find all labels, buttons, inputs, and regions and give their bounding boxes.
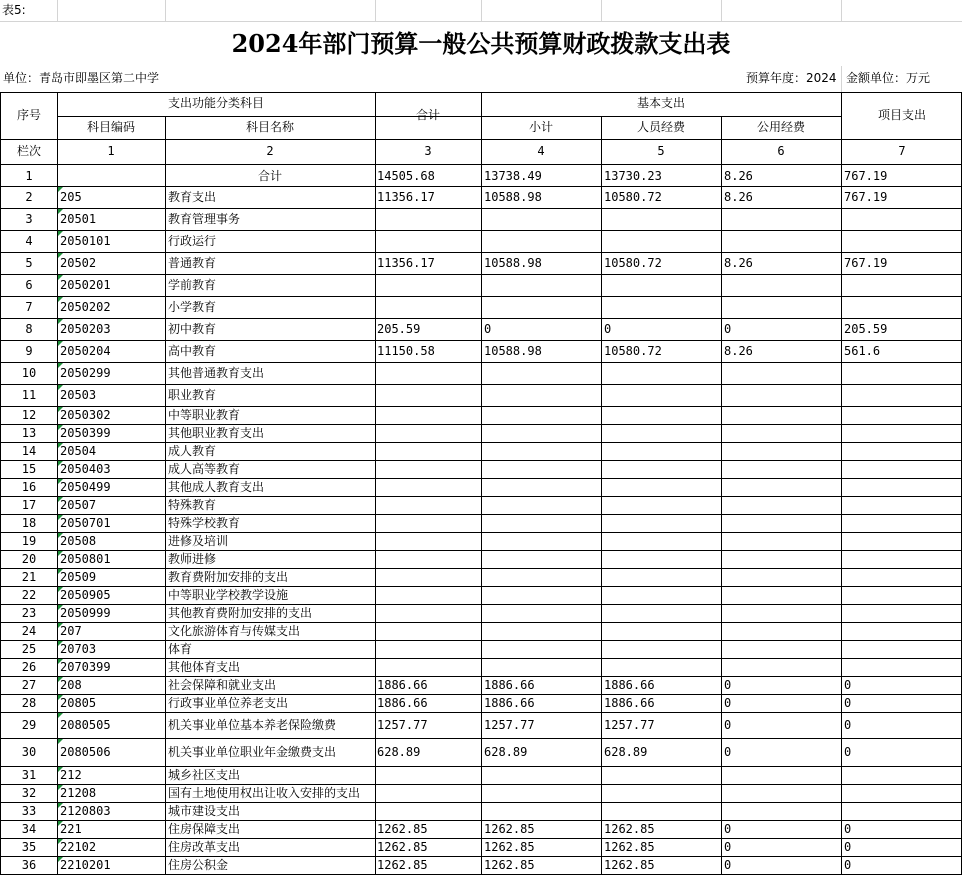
row-name[interactable]: 其他教育费附加安排的支出 (168, 606, 313, 620)
row-total[interactable]: 14505.68 (377, 169, 435, 183)
row-seq[interactable]: 2 (25, 190, 33, 204)
row-subtotal[interactable]: 10588.98 (484, 190, 542, 204)
row-code[interactable]: 2050204 (60, 344, 111, 358)
table-border (165, 116, 166, 874)
row-name[interactable]: 机关事业单位职业年金缴费支出 (168, 745, 337, 759)
row-personnel[interactable]: 1886.66 (604, 678, 655, 692)
page-title: 2024年部门预算一般公共预算财政拨款支出表 (231, 29, 731, 58)
row-code[interactable]: 2080506 (60, 745, 111, 759)
row-name[interactable]: 住房改革支出 (168, 840, 241, 854)
col-index-label[interactable]: 栏次 (16, 144, 42, 158)
row-personnel[interactable]: 13730.23 (604, 169, 662, 183)
row-name[interactable]: 国有土地使用权出让收入安排的支出 (168, 786, 361, 800)
row-name[interactable]: 文化旅游体育与传媒支出 (168, 624, 301, 638)
header-project[interactable]: 项目支出 (877, 108, 927, 122)
row-personnel[interactable]: 628.89 (604, 745, 648, 759)
table-label[interactable]: 表5: (2, 3, 26, 17)
row-personnel[interactable]: 0 (604, 322, 612, 336)
row-name[interactable]: 其他普通教育支出 (168, 366, 265, 380)
row-seq[interactable]: 28 (21, 696, 37, 710)
row-seq[interactable]: 21 (21, 570, 37, 584)
row-seq[interactable]: 20 (21, 552, 37, 566)
row-code[interactable]: 20507 (60, 498, 97, 512)
gridline (165, 0, 166, 21)
row-seq[interactable]: 16 (21, 480, 37, 494)
row-name[interactable]: 中等职业学校教学设施 (168, 588, 289, 602)
row-name[interactable]: 城市建设支出 (168, 804, 241, 818)
row-seq[interactable]: 14 (21, 444, 37, 458)
row-seq[interactable]: 34 (21, 822, 37, 836)
row-name[interactable]: 小学教育 (168, 300, 217, 314)
table-border (841, 92, 842, 874)
header-subtotal[interactable]: 小计 (528, 120, 554, 134)
row-seq[interactable]: 24 (21, 624, 37, 638)
row-name[interactable]: 教师进修 (168, 552, 217, 566)
row-name[interactable]: 合计 (257, 169, 283, 183)
row-seq[interactable]: 11 (21, 388, 37, 402)
table-border (375, 92, 376, 874)
row-name[interactable]: 教育支出 (168, 190, 217, 204)
header-basic[interactable]: 基本支出 (636, 96, 686, 110)
row-project[interactable]: 767.19 (844, 169, 888, 183)
row-seq[interactable]: 10 (21, 366, 37, 380)
row-public[interactable]: 8.26 (724, 344, 753, 358)
row-subtotal[interactable]: 1886.66 (484, 678, 535, 692)
unit-label[interactable]: 单位：青岛市即墨区第二中学 (3, 71, 160, 85)
col-number[interactable]: 5 (657, 144, 665, 158)
row-name[interactable]: 社会保障和就业支出 (168, 678, 277, 692)
row-project[interactable]: 767.19 (844, 256, 888, 270)
row-project[interactable]: 0 (844, 678, 852, 692)
row-total[interactable]: 1262.85 (377, 822, 428, 836)
row-name[interactable]: 特殊学校教育 (168, 516, 241, 530)
row-name[interactable]: 住房保障支出 (168, 822, 241, 836)
row-seq[interactable]: 3 (25, 212, 33, 226)
gridline (841, 0, 842, 21)
row-seq[interactable]: 22 (21, 588, 37, 602)
row-name[interactable]: 普通教育 (168, 256, 217, 270)
col-number[interactable]: 7 (898, 144, 906, 158)
row-code[interactable]: 2120803 (60, 804, 111, 818)
col-number[interactable]: 2 (266, 144, 274, 158)
row-code[interactable]: 205 (60, 190, 82, 204)
row-name[interactable]: 其他体育支出 (168, 660, 241, 674)
gridline (57, 0, 58, 21)
row-personnel[interactable]: 1257.77 (604, 718, 655, 732)
row-subtotal[interactable]: 10588.98 (484, 256, 542, 270)
row-total[interactable]: 11356.17 (377, 256, 435, 270)
row-code[interactable]: 208 (60, 678, 82, 692)
header-personnel[interactable]: 人员经费 (636, 120, 686, 134)
row-subtotal[interactable]: 628.89 (484, 745, 528, 759)
row-code[interactable]: 2050203 (60, 322, 111, 336)
row-code[interactable]: 20703 (60, 642, 97, 656)
row-seq[interactable]: 1 (25, 169, 33, 183)
row-subtotal[interactable]: 10588.98 (484, 344, 542, 358)
row-code[interactable]: 212 (60, 768, 82, 782)
row-project[interactable]: 0 (844, 718, 852, 732)
row-seq[interactable]: 12 (21, 408, 37, 422)
row-name[interactable]: 高中教育 (168, 344, 217, 358)
row-name[interactable]: 其他职业教育支出 (168, 426, 265, 440)
row-name[interactable]: 机关事业单位基本养老保险缴费 (168, 718, 337, 732)
row-seq[interactable]: 15 (21, 462, 37, 476)
row-project[interactable]: 0 (844, 822, 852, 836)
row-code[interactable]: 20509 (60, 570, 97, 584)
table-border (0, 92, 1, 874)
col-number[interactable]: 1 (107, 144, 115, 158)
row-seq[interactable]: 23 (21, 606, 37, 620)
row-total[interactable]: 1262.85 (377, 840, 428, 854)
row-total[interactable]: 1262.85 (377, 858, 428, 872)
row-public[interactable]: 0 (724, 696, 732, 710)
row-seq[interactable]: 17 (21, 498, 37, 512)
row-personnel[interactable]: 1262.85 (604, 858, 655, 872)
row-personnel[interactable]: 1262.85 (604, 840, 655, 854)
table-border (601, 116, 602, 874)
row-public[interactable]: 8.26 (724, 256, 753, 270)
row-seq[interactable]: 26 (21, 660, 37, 674)
row-personnel[interactable]: 1886.66 (604, 696, 655, 710)
row-personnel[interactable]: 10580.72 (604, 256, 662, 270)
row-total[interactable]: 11150.58 (377, 344, 435, 358)
row-name[interactable]: 行政事业单位养老支出 (168, 696, 289, 710)
row-project[interactable]: 205.59 (844, 322, 888, 336)
header-total[interactable]: 合计 (415, 108, 441, 122)
row-code[interactable]: 207 (60, 624, 82, 638)
table-border (721, 116, 722, 874)
row-total[interactable]: 1257.77 (377, 718, 428, 732)
table-border (481, 92, 482, 874)
row-total[interactable]: 1886.66 (377, 696, 428, 710)
row-public[interactable]: 0 (724, 678, 732, 692)
row-name[interactable]: 其他成人教育支出 (168, 480, 265, 494)
row-seq[interactable]: 13 (21, 426, 37, 440)
row-name[interactable]: 住房公积金 (168, 858, 229, 872)
row-code[interactable]: 2050905 (60, 588, 111, 602)
header-seq[interactable]: 序号 (16, 108, 42, 122)
row-name[interactable]: 城乡社区支出 (168, 768, 241, 782)
row-code[interactable]: 22102 (60, 840, 97, 854)
row-code[interactable]: 2050999 (60, 606, 111, 620)
row-seq[interactable]: 19 (21, 534, 37, 548)
row-subtotal[interactable]: 1262.85 (484, 840, 535, 854)
row-seq[interactable]: 6 (25, 278, 33, 292)
row-seq[interactable]: 4 (25, 234, 33, 248)
row-code[interactable]: 2050101 (60, 234, 111, 248)
row-name[interactable]: 成人高等教育 (168, 462, 241, 476)
col-number[interactable]: 6 (777, 144, 785, 158)
row-subtotal[interactable]: 1886.66 (484, 696, 535, 710)
row-code[interactable]: 20503 (60, 388, 97, 402)
row-personnel[interactable]: 10580.72 (604, 344, 662, 358)
row-subtotal[interactable]: 0 (484, 322, 492, 336)
row-seq[interactable]: 9 (25, 344, 33, 358)
row-total[interactable]: 1886.66 (377, 678, 428, 692)
row-code[interactable]: 21208 (60, 786, 97, 800)
row-public[interactable]: 0 (724, 718, 732, 732)
row-seq[interactable]: 29 (21, 718, 37, 732)
row-name[interactable]: 体育 (168, 642, 193, 656)
row-code[interactable]: 20805 (60, 696, 97, 710)
row-public[interactable]: 0 (724, 840, 732, 854)
row-public[interactable]: 0 (724, 822, 732, 836)
row-seq[interactable]: 25 (21, 642, 37, 656)
row-code[interactable]: 2070399 (60, 660, 111, 674)
row-seq[interactable]: 31 (21, 768, 37, 782)
gridline (841, 66, 842, 92)
row-name[interactable]: 教育费附加安排的支出 (168, 570, 289, 584)
header-func-class[interactable]: 支出功能分类科目 (167, 96, 265, 110)
row-name[interactable]: 初中教育 (168, 322, 217, 336)
row-seq[interactable]: 27 (21, 678, 37, 692)
table-border (57, 116, 841, 117)
header-public[interactable]: 公用经费 (756, 120, 806, 134)
row-code[interactable]: 2050201 (60, 278, 111, 292)
row-code[interactable]: 2210201 (60, 858, 111, 872)
row-name[interactable]: 进修及培训 (168, 534, 229, 548)
gridline (481, 0, 482, 21)
row-code[interactable]: 2050403 (60, 462, 111, 476)
gridline (721, 0, 722, 21)
gridline (0, 21, 962, 22)
row-subtotal[interactable]: 1262.85 (484, 858, 535, 872)
row-code[interactable]: 20501 (60, 212, 97, 226)
row-seq[interactable]: 5 (25, 256, 33, 270)
header-code[interactable]: 科目编码 (86, 120, 136, 134)
row-code[interactable]: 20504 (60, 444, 97, 458)
row-project[interactable]: 0 (844, 745, 852, 759)
row-subtotal[interactable]: 13738.49 (484, 169, 542, 183)
row-name[interactable]: 教育管理事务 (168, 212, 241, 226)
row-code[interactable]: 2080505 (60, 718, 111, 732)
row-total[interactable]: 628.89 (377, 745, 421, 759)
row-subtotal[interactable]: 1257.77 (484, 718, 535, 732)
row-project[interactable]: 0 (844, 696, 852, 710)
row-project[interactable]: 0 (844, 840, 852, 854)
row-seq[interactable]: 33 (21, 804, 37, 818)
year-label[interactable]: 预算年度：2024 (746, 71, 837, 85)
row-code[interactable]: 2050499 (60, 480, 111, 494)
row-name[interactable]: 职业教育 (168, 388, 217, 402)
amount-unit-label[interactable]: 金额单位：万元 (846, 71, 931, 85)
row-public[interactable]: 0 (724, 322, 732, 336)
row-code[interactable]: 2050399 (60, 426, 111, 440)
gridline (601, 0, 602, 21)
row-total[interactable]: 11356.17 (377, 190, 435, 204)
row-code[interactable]: 2050299 (60, 366, 111, 380)
gridline (375, 0, 376, 21)
row-public[interactable]: 0 (724, 858, 732, 872)
row-name[interactable]: 特殊教育 (168, 498, 217, 512)
row-project[interactable]: 561.6 (844, 344, 881, 358)
row-project[interactable]: 767.19 (844, 190, 888, 204)
row-code[interactable]: 2050801 (60, 552, 111, 566)
row-name[interactable]: 中等职业教育 (168, 408, 241, 422)
header-name[interactable]: 科目名称 (245, 120, 295, 134)
row-public[interactable]: 0 (724, 745, 732, 759)
row-seq[interactable]: 35 (21, 840, 37, 854)
row-total[interactable]: 205.59 (377, 322, 421, 336)
row-personnel[interactable]: 1262.85 (604, 822, 655, 836)
row-project[interactable]: 0 (844, 858, 852, 872)
row-seq[interactable]: 18 (21, 516, 37, 530)
row-subtotal[interactable]: 1262.85 (484, 822, 535, 836)
row-code[interactable]: 2050302 (60, 408, 111, 422)
row-name[interactable]: 成人教育 (168, 444, 217, 458)
row-seq[interactable]: 7 (25, 300, 33, 314)
row-code[interactable]: 221 (60, 822, 82, 836)
row-public[interactable]: 8.26 (724, 169, 753, 183)
row-public[interactable]: 8.26 (724, 190, 753, 204)
row-seq[interactable]: 30 (21, 745, 37, 759)
row-personnel[interactable]: 10580.72 (604, 190, 662, 204)
row-code[interactable]: 20502 (60, 256, 97, 270)
row-seq[interactable]: 8 (25, 322, 33, 336)
row-code[interactable]: 2050202 (60, 300, 111, 314)
row-code[interactable]: 20508 (60, 534, 97, 548)
row-code[interactable]: 2050701 (60, 516, 111, 530)
col-number[interactable]: 4 (537, 144, 545, 158)
row-name[interactable]: 学前教育 (168, 278, 217, 292)
comment-flag-icon (58, 739, 63, 744)
row-seq[interactable]: 36 (21, 858, 37, 872)
row-seq[interactable]: 32 (21, 786, 37, 800)
row-name[interactable]: 行政运行 (168, 234, 217, 248)
col-number[interactable]: 3 (424, 144, 432, 158)
